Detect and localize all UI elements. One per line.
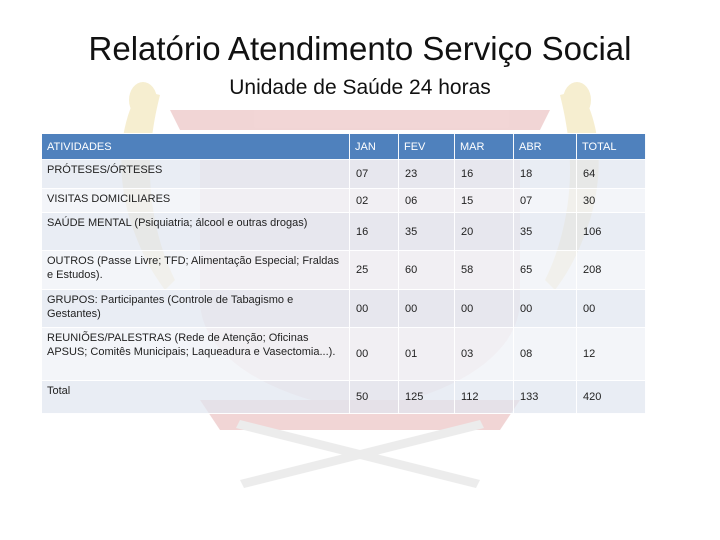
cell-mar: 20: [455, 213, 514, 251]
cell-abr: 00: [514, 290, 577, 328]
cell-total: 208: [577, 251, 646, 290]
table-row: [42, 328, 646, 381]
table-row: [42, 251, 646, 290]
cell-mar: 03: [455, 328, 514, 381]
page-title: Relatório Atendimento Serviço Social: [88, 30, 632, 67]
cell-jan: 07: [350, 160, 399, 189]
table-row: [42, 160, 646, 189]
row-label: OUTROS (Passe Livre; TFD; Alimentação Especial; Fraldas e Estudos).: [42, 251, 350, 290]
table-row: [42, 290, 646, 328]
row-label: REUNIÕES/PALESTRAS (Rede de Atenção; Oficinas APSUS; Comitês Municipais; Laqueadura e Vasectomia...).: [42, 328, 350, 381]
cell-total: 64: [577, 160, 646, 189]
row-label: VISITAS DOMICILIARES: [42, 189, 350, 213]
cell-jan: 02: [350, 189, 399, 213]
cell-mar: 00: [455, 290, 514, 328]
column-header-mar: MAR: [455, 134, 514, 160]
cell-abr: 07: [514, 189, 577, 213]
cell-total: 12: [577, 328, 646, 381]
cell-total: 106: [577, 213, 646, 251]
cell-jan: 00: [350, 290, 399, 328]
column-header-jan: JAN: [350, 134, 399, 160]
table-row: [42, 213, 646, 251]
cell-fev: 01: [399, 328, 455, 381]
cell-abr: 18: [514, 160, 577, 189]
table-row-total: [42, 381, 646, 414]
row-label: SAÚDE MENTAL (Psiquiatria; álcool e outras drogas): [42, 213, 350, 251]
page-subtitle: Unidade de Saúde 24 horas: [229, 76, 491, 99]
row-label: Total: [42, 381, 350, 414]
cell-abr: 35: [514, 213, 577, 251]
cell-fev: 35: [399, 213, 455, 251]
cell-jan: 50: [350, 381, 399, 414]
cell-fev: 125: [399, 381, 455, 414]
cell-fev: 00: [399, 290, 455, 328]
row-label: PRÓTESES/ÓRTESES: [42, 160, 350, 189]
column-header-fev: FEV: [399, 134, 455, 160]
cell-abr: 08: [514, 328, 577, 381]
table-header-row: [42, 134, 646, 160]
cell-mar: 16: [455, 160, 514, 189]
cell-mar: 112: [455, 381, 514, 414]
cell-mar: 58: [455, 251, 514, 290]
cell-total: 30: [577, 189, 646, 213]
cell-total: 00: [577, 290, 646, 328]
cell-fev: 60: [399, 251, 455, 290]
column-header-abr: ABR: [514, 134, 577, 160]
cell-jan: 00: [350, 328, 399, 381]
cell-abr: 133: [514, 381, 577, 414]
cell-jan: 25: [350, 251, 399, 290]
cell-fev: 23: [399, 160, 455, 189]
column-header-total: TOTAL: [577, 134, 646, 160]
cell-mar: 15: [455, 189, 514, 213]
cell-jan: 16: [350, 213, 399, 251]
cell-total: 420: [577, 381, 646, 414]
row-label: GRUPOS: Participantes (Controle de Tabagismo e Gestantes): [42, 290, 350, 328]
cell-fev: 06: [399, 189, 455, 213]
column-header-atividades: ATIVIDADES: [42, 134, 350, 160]
table-row: [42, 189, 646, 213]
report-table: [41, 133, 646, 414]
cell-abr: 65: [514, 251, 577, 290]
